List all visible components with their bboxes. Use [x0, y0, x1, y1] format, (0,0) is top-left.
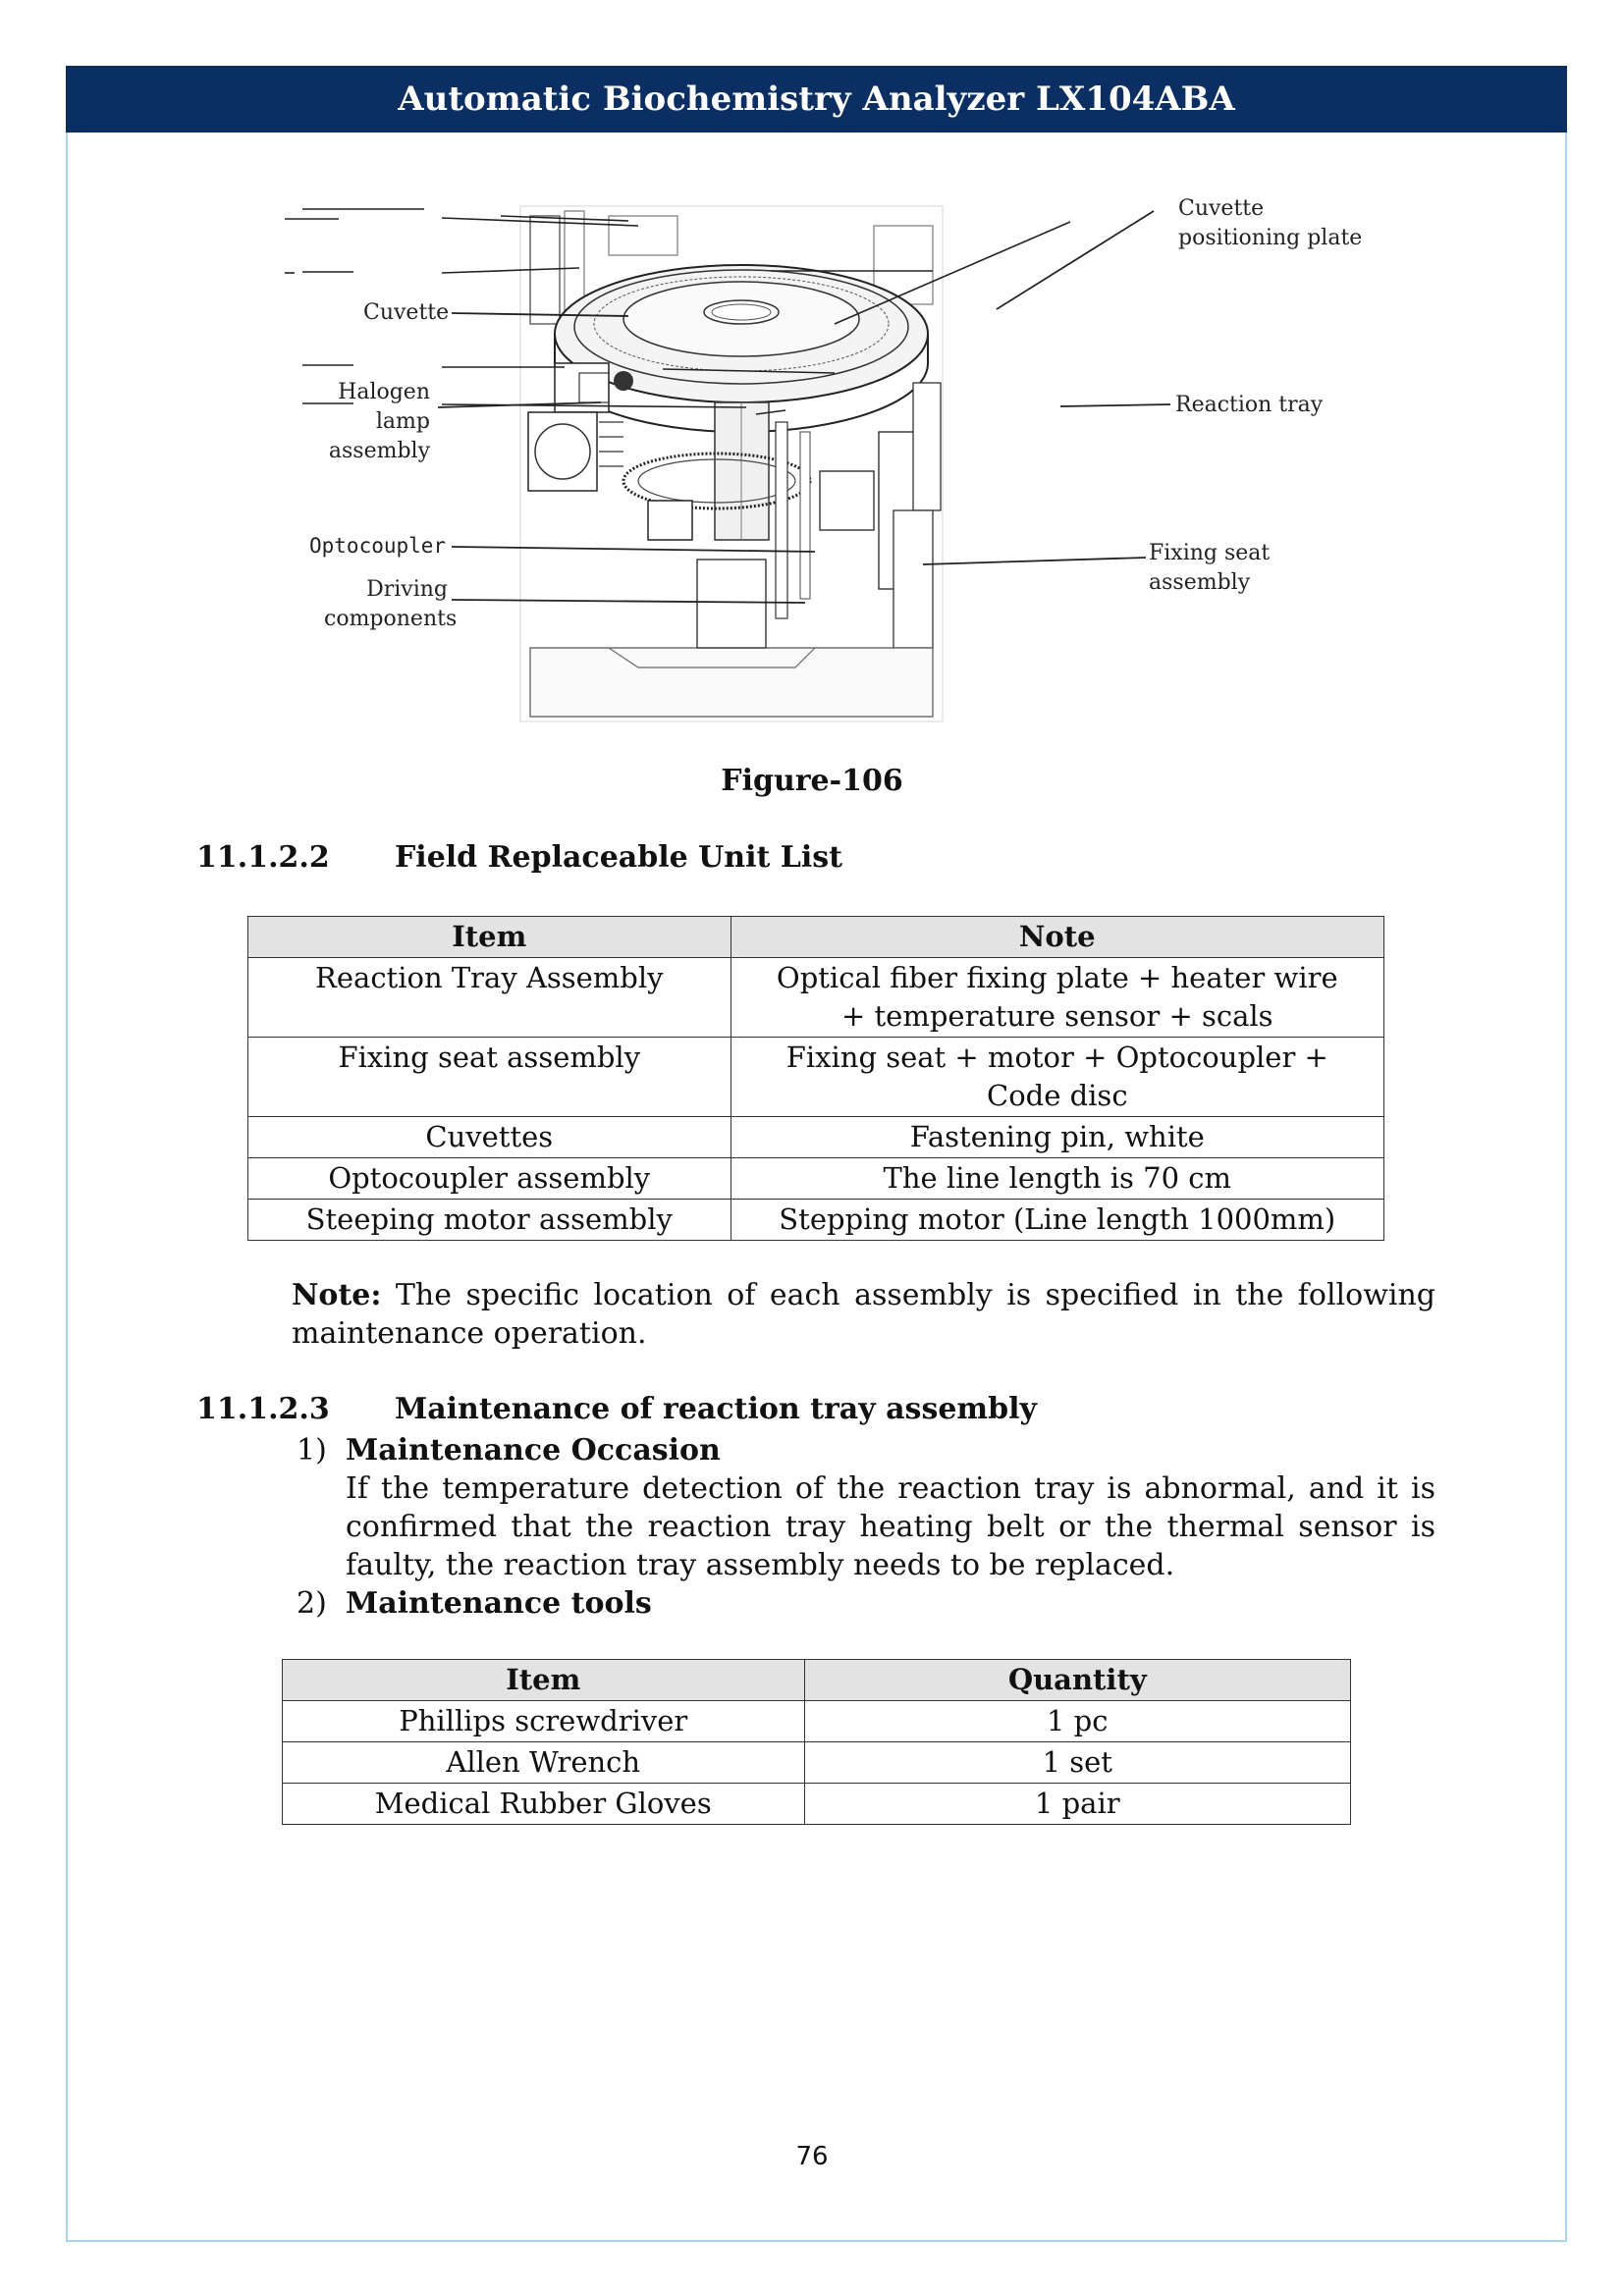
note-paragraph	[292, 1276, 1435, 1353]
section-title: Maintenance of reaction tray assembly	[395, 1392, 1037, 1426]
table-row	[248, 1200, 1384, 1241]
table-row	[283, 1742, 1351, 1784]
section-title: Field Replaceable Unit List	[395, 840, 843, 875]
table-row	[283, 1701, 1351, 1742]
table-cell: Steeping motor assembly	[248, 1200, 731, 1241]
table-cell: Medical Rubber Gloves	[283, 1784, 805, 1825]
section-number: 11.1.2.2	[196, 840, 330, 875]
fru-table	[247, 916, 1384, 1241]
table-cell: 1 set	[804, 1742, 1350, 1784]
table-row	[248, 1038, 1384, 1117]
label-text: Driving	[366, 577, 448, 602]
table-cell: Fastening pin, white	[731, 1117, 1383, 1158]
column-header-item: Item	[283, 1660, 805, 1701]
document-header: Automatic Biochemistry Analyzer LX104ABA	[66, 66, 1567, 133]
table-row	[248, 1158, 1384, 1200]
table-cell: Optical fiber fixing plate + heater wire + temperature sensor + scals	[731, 958, 1383, 1038]
label-text: components	[324, 607, 458, 631]
label-text: assembly	[328, 439, 430, 463]
table-header-row	[283, 1660, 1351, 1701]
section-number: 11.1.2.3	[196, 1392, 330, 1426]
page-number: 76	[795, 2142, 829, 2171]
label-optocoupler: Optocoupler	[309, 534, 447, 558]
table-header-row	[248, 917, 1384, 958]
list-number: 1)	[297, 1433, 327, 1468]
table-row	[283, 1784, 1351, 1825]
tools-table	[282, 1659, 1351, 1825]
table-cell: Phillips screwdriver	[283, 1701, 805, 1742]
table-cell: Stepping motor (Line length 1000mm)	[731, 1200, 1383, 1241]
note-text: The specific location of each assembly is specified in the following maintenance operation.	[292, 1278, 1435, 1351]
column-header-item: Item	[248, 917, 731, 958]
label-text: positioning plate	[1178, 226, 1363, 250]
label-reaction-tray: Reaction tray	[1175, 393, 1324, 417]
list-heading: Maintenance tools	[346, 1586, 652, 1621]
figure-caption: Figure-106	[721, 764, 903, 798]
label-text: Cuvette	[1178, 196, 1265, 221]
maintenance-occasion-text: If the temperature detection of the reaction tray is abnormal, and it is confirmed that the reaction tray heating belt or the thermal sensor is faulty, the reaction tray assembly needs to be replaced.	[346, 1471, 1435, 1582]
table-cell: The line length is 70 cm	[731, 1158, 1383, 1200]
label-text: Fixing seat	[1149, 541, 1271, 565]
table-cell: Reaction Tray Assembly	[248, 958, 731, 1038]
label-text: Halogen lamp	[338, 380, 430, 434]
table-cell: Cuvettes	[248, 1117, 731, 1158]
table-cell: Fixing seat + motor + Optocoupler + Code disc	[731, 1038, 1383, 1117]
note-label: Note:	[292, 1278, 382, 1312]
label-text: assembly	[1149, 570, 1251, 595]
table-cell: Allen Wrench	[283, 1742, 805, 1784]
list-number: 2)	[297, 1586, 327, 1621]
table-cell: 1 pair	[804, 1784, 1350, 1825]
column-header-quantity: Quantity	[804, 1660, 1350, 1701]
list-heading: Maintenance Occasion	[346, 1433, 721, 1468]
table-cell: Optocoupler assembly	[248, 1158, 731, 1200]
table-cell: 1 pc	[804, 1701, 1350, 1742]
table-cell: Fixing seat assembly	[248, 1038, 731, 1117]
table-row	[248, 1117, 1384, 1158]
label-cuvette: Cuvette	[363, 300, 450, 325]
figure-leader-lines	[0, 0, 1624, 785]
table-row	[248, 958, 1384, 1038]
column-header-note: Note	[731, 917, 1383, 958]
